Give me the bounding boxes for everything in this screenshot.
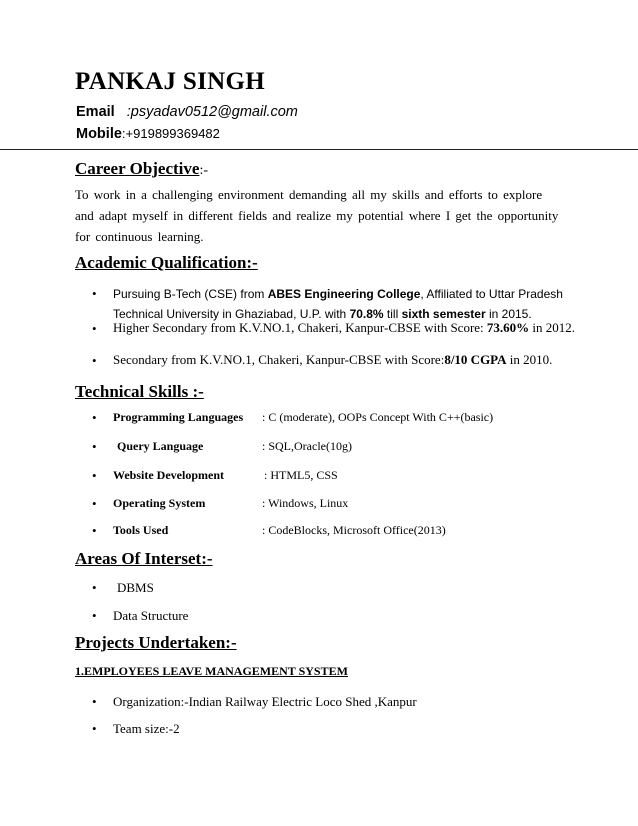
academic-item-text-part: in 2010. — [506, 352, 553, 367]
academic-heading: Academic Qualification:- — [75, 253, 258, 272]
bullet-icon: • — [92, 721, 97, 736]
email-value: :psyadav0512@gmail.com — [126, 104, 298, 120]
mobile-line — [76, 126, 220, 142]
email-line — [76, 104, 298, 120]
bullet-icon: • — [92, 608, 97, 623]
bullet-icon: • — [92, 410, 97, 425]
candidate-name: PANKAJ SINGH — [75, 68, 265, 95]
skill-value: : HTML5, CSS — [264, 468, 338, 482]
projects-heading: Projects Undertaken:- — [75, 633, 237, 652]
academic-item-text-part: Pursuing B-Tech (CSE) from — [113, 287, 268, 301]
header-divider — [0, 149, 638, 150]
skill-value: : CodeBlocks, Microsoft Office(2013) — [262, 523, 446, 537]
college-name: ABES Engineering College — [267, 287, 421, 301]
project-detail: Organization:-Indian Railway Electric Loco Shed ,Kanpur — [113, 694, 417, 709]
skill-value: : C (moderate), OOPs Concept With C++(basic) — [262, 410, 494, 424]
higher-secondary-score: 73.60% — [486, 320, 530, 335]
academic-item-text-part: in 2012. — [529, 320, 576, 335]
career-heading: Career Objective — [75, 159, 200, 178]
academic-item-text — [113, 320, 575, 336]
bullet-icon: • — [92, 439, 97, 454]
skill-label: Tools Used — [113, 523, 169, 537]
interest-heading: Areas Of Interset:- — [75, 549, 213, 568]
bullet-icon: • — [92, 694, 97, 709]
secondary-score: 8/10 CGPA — [444, 352, 507, 367]
academic-item-text-part: , Affiliated to Uttar Pradesh Technical University in Ghaziabad, U.P. with — [113, 287, 563, 321]
mobile-value: :+919899369482 — [121, 126, 220, 141]
academic-item-text-part: till — [383, 307, 402, 321]
project-detail: Team size:-2 — [113, 721, 180, 736]
academic-item-text-part: Secondary from K.V.NO.1, Chakeri, Kanpur-CBSE with Score: — [113, 352, 445, 367]
skill-value: : SQL,Oracle(10g) — [262, 439, 352, 453]
bullet-icon: • — [92, 286, 97, 301]
academic-item-text — [113, 352, 552, 368]
career-heading-suffix: :- — [199, 163, 209, 178]
btech-score: 70.8% — [349, 307, 384, 321]
interest-item: Data Structure — [113, 608, 189, 623]
bullet-icon: • — [92, 580, 97, 595]
skill-value: : Windows, Linux — [262, 496, 349, 510]
bullet-icon: • — [92, 468, 97, 483]
bullet-icon: • — [92, 321, 97, 336]
career-objective-text: To work in a challenging environment demanding all my skills and efforts to explore and adapt myself in different fields and realize my potential where I get the opportunity for continuous learning. — [75, 187, 559, 244]
skill-label: Operating System — [113, 496, 206, 510]
bullet-icon: • — [92, 496, 97, 511]
skill-label: Query Language — [117, 439, 204, 453]
skill-label: Programming Languages — [113, 410, 244, 424]
bullet-icon: • — [92, 523, 97, 538]
academic-item-text-part: Higher Secondary from K.V.NO.1, Chakeri, Kanpur-CBSE with Score: — [113, 320, 487, 335]
academic-item-text — [113, 284, 573, 324]
mobile-label: Mobile — [76, 126, 122, 142]
career-heading-line — [75, 159, 208, 179]
skills-heading: Technical Skills :- — [75, 382, 204, 401]
academic-item-text-part: in 2015. — [485, 307, 532, 321]
skill-label: Website Development — [113, 468, 224, 482]
semester: sixth semester — [401, 307, 486, 321]
project-title: 1.EMPLOYEES LEAVE MANAGEMENT SYSTEM — [75, 664, 348, 678]
interest-item: DBMS — [117, 580, 154, 595]
bullet-icon: • — [92, 353, 97, 368]
email-label: Email — [76, 104, 115, 120]
